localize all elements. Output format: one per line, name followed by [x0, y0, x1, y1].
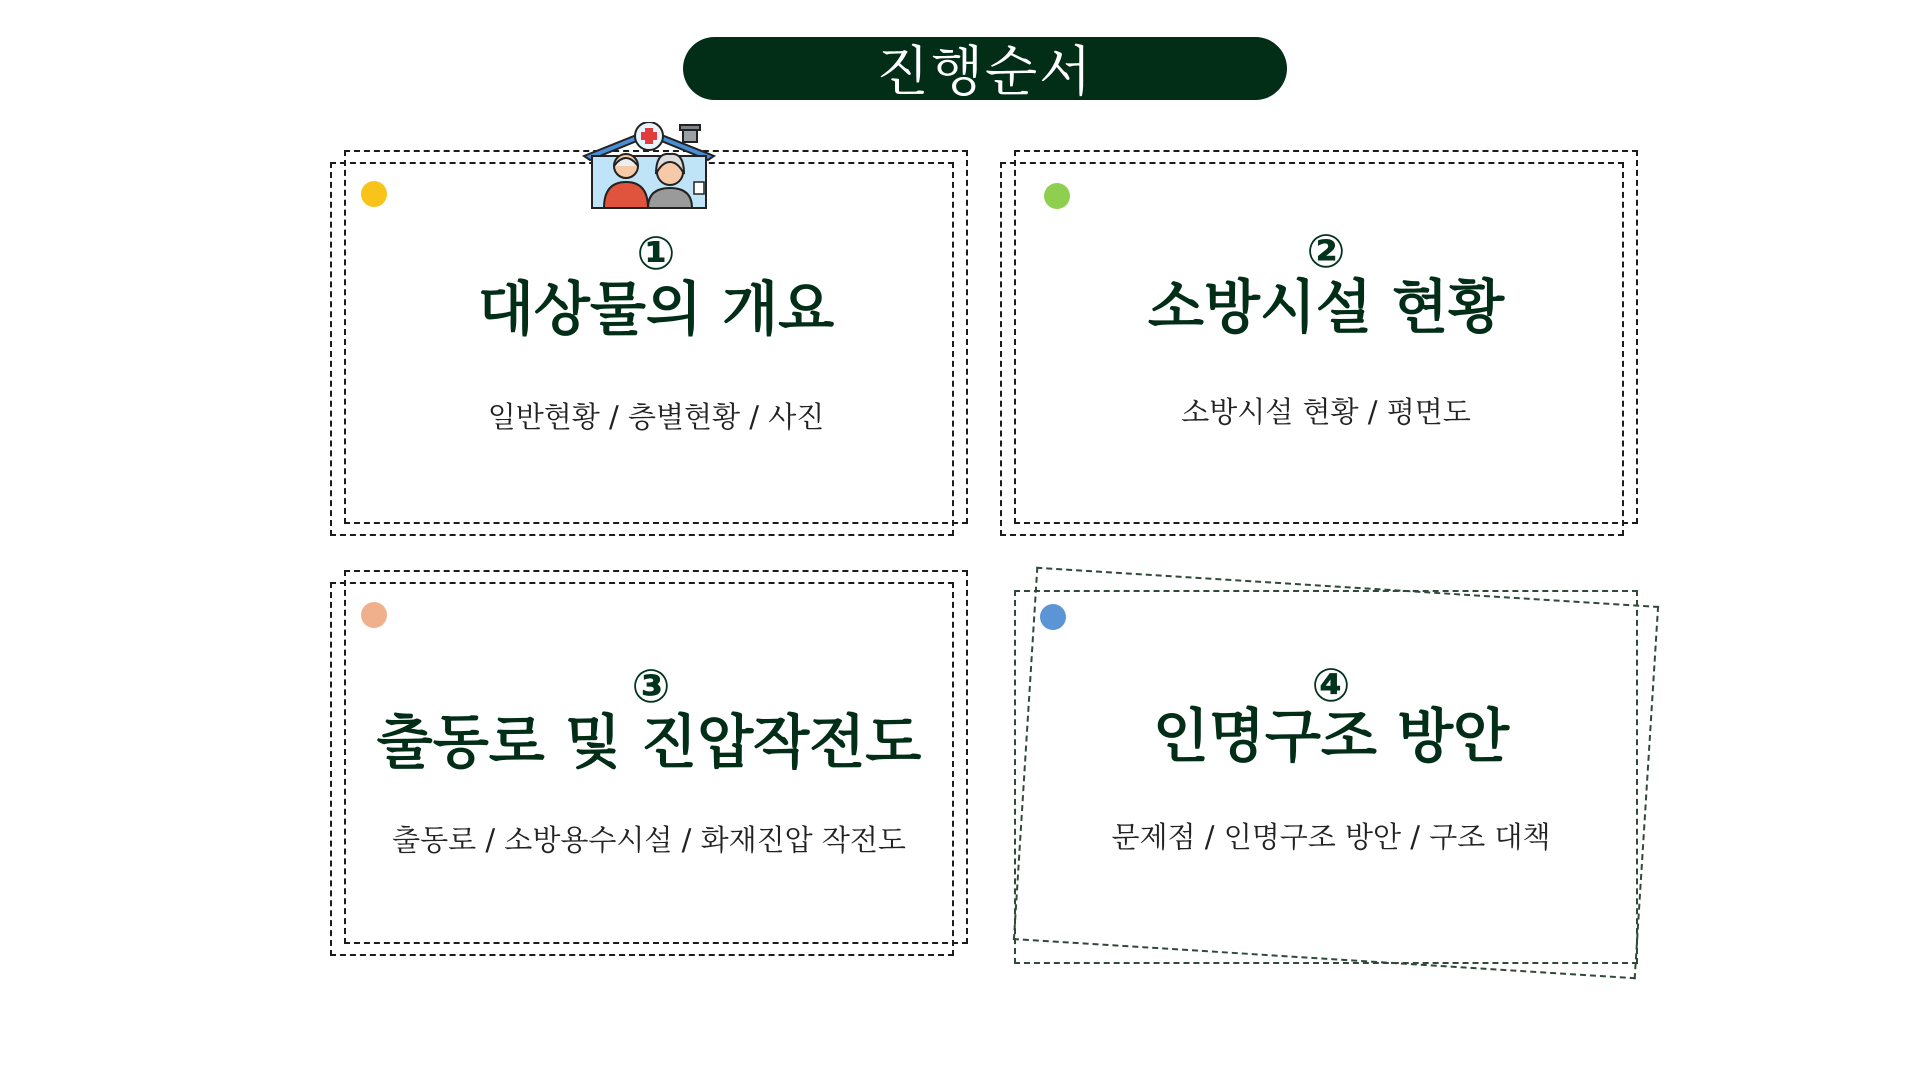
- card-4-subtitle: 문제점 / 인명구조 방안 / 구조 대책: [1111, 820, 1551, 854]
- page-title: 진행순서: [876, 40, 1094, 100]
- card-2-subtitle: 소방시설 현황 / 평면도: [1181, 395, 1471, 429]
- card-2-number: ②: [1306, 224, 1346, 278]
- card-2-title: 소방시설 현황: [1147, 273, 1505, 341]
- card-3-title: 출동로 및 진압작전도: [376, 708, 922, 776]
- card-1-title: 대상물의 개요: [477, 275, 835, 343]
- card-3-dot: [361, 602, 387, 628]
- title-banner: [683, 37, 1287, 100]
- elderly-care-home-icon: [580, 122, 718, 210]
- card-3-subtitle: 출동로 / 소방용수시설 / 화재진압 작전도: [392, 823, 906, 857]
- card-1-number: ①: [636, 226, 676, 280]
- card-2-dot: [1044, 183, 1070, 209]
- card-1-subtitle: 일반현황 / 층별현황 / 사진: [487, 400, 825, 434]
- card-4-dot: [1040, 604, 1066, 630]
- card-4-frame-rotated: [1013, 567, 1659, 979]
- card-3-number: ③: [631, 659, 671, 713]
- card-4-title: 인명구조 방안: [1152, 702, 1510, 770]
- card-1-dot: [361, 181, 387, 207]
- card-4-number: ④: [1311, 658, 1351, 712]
